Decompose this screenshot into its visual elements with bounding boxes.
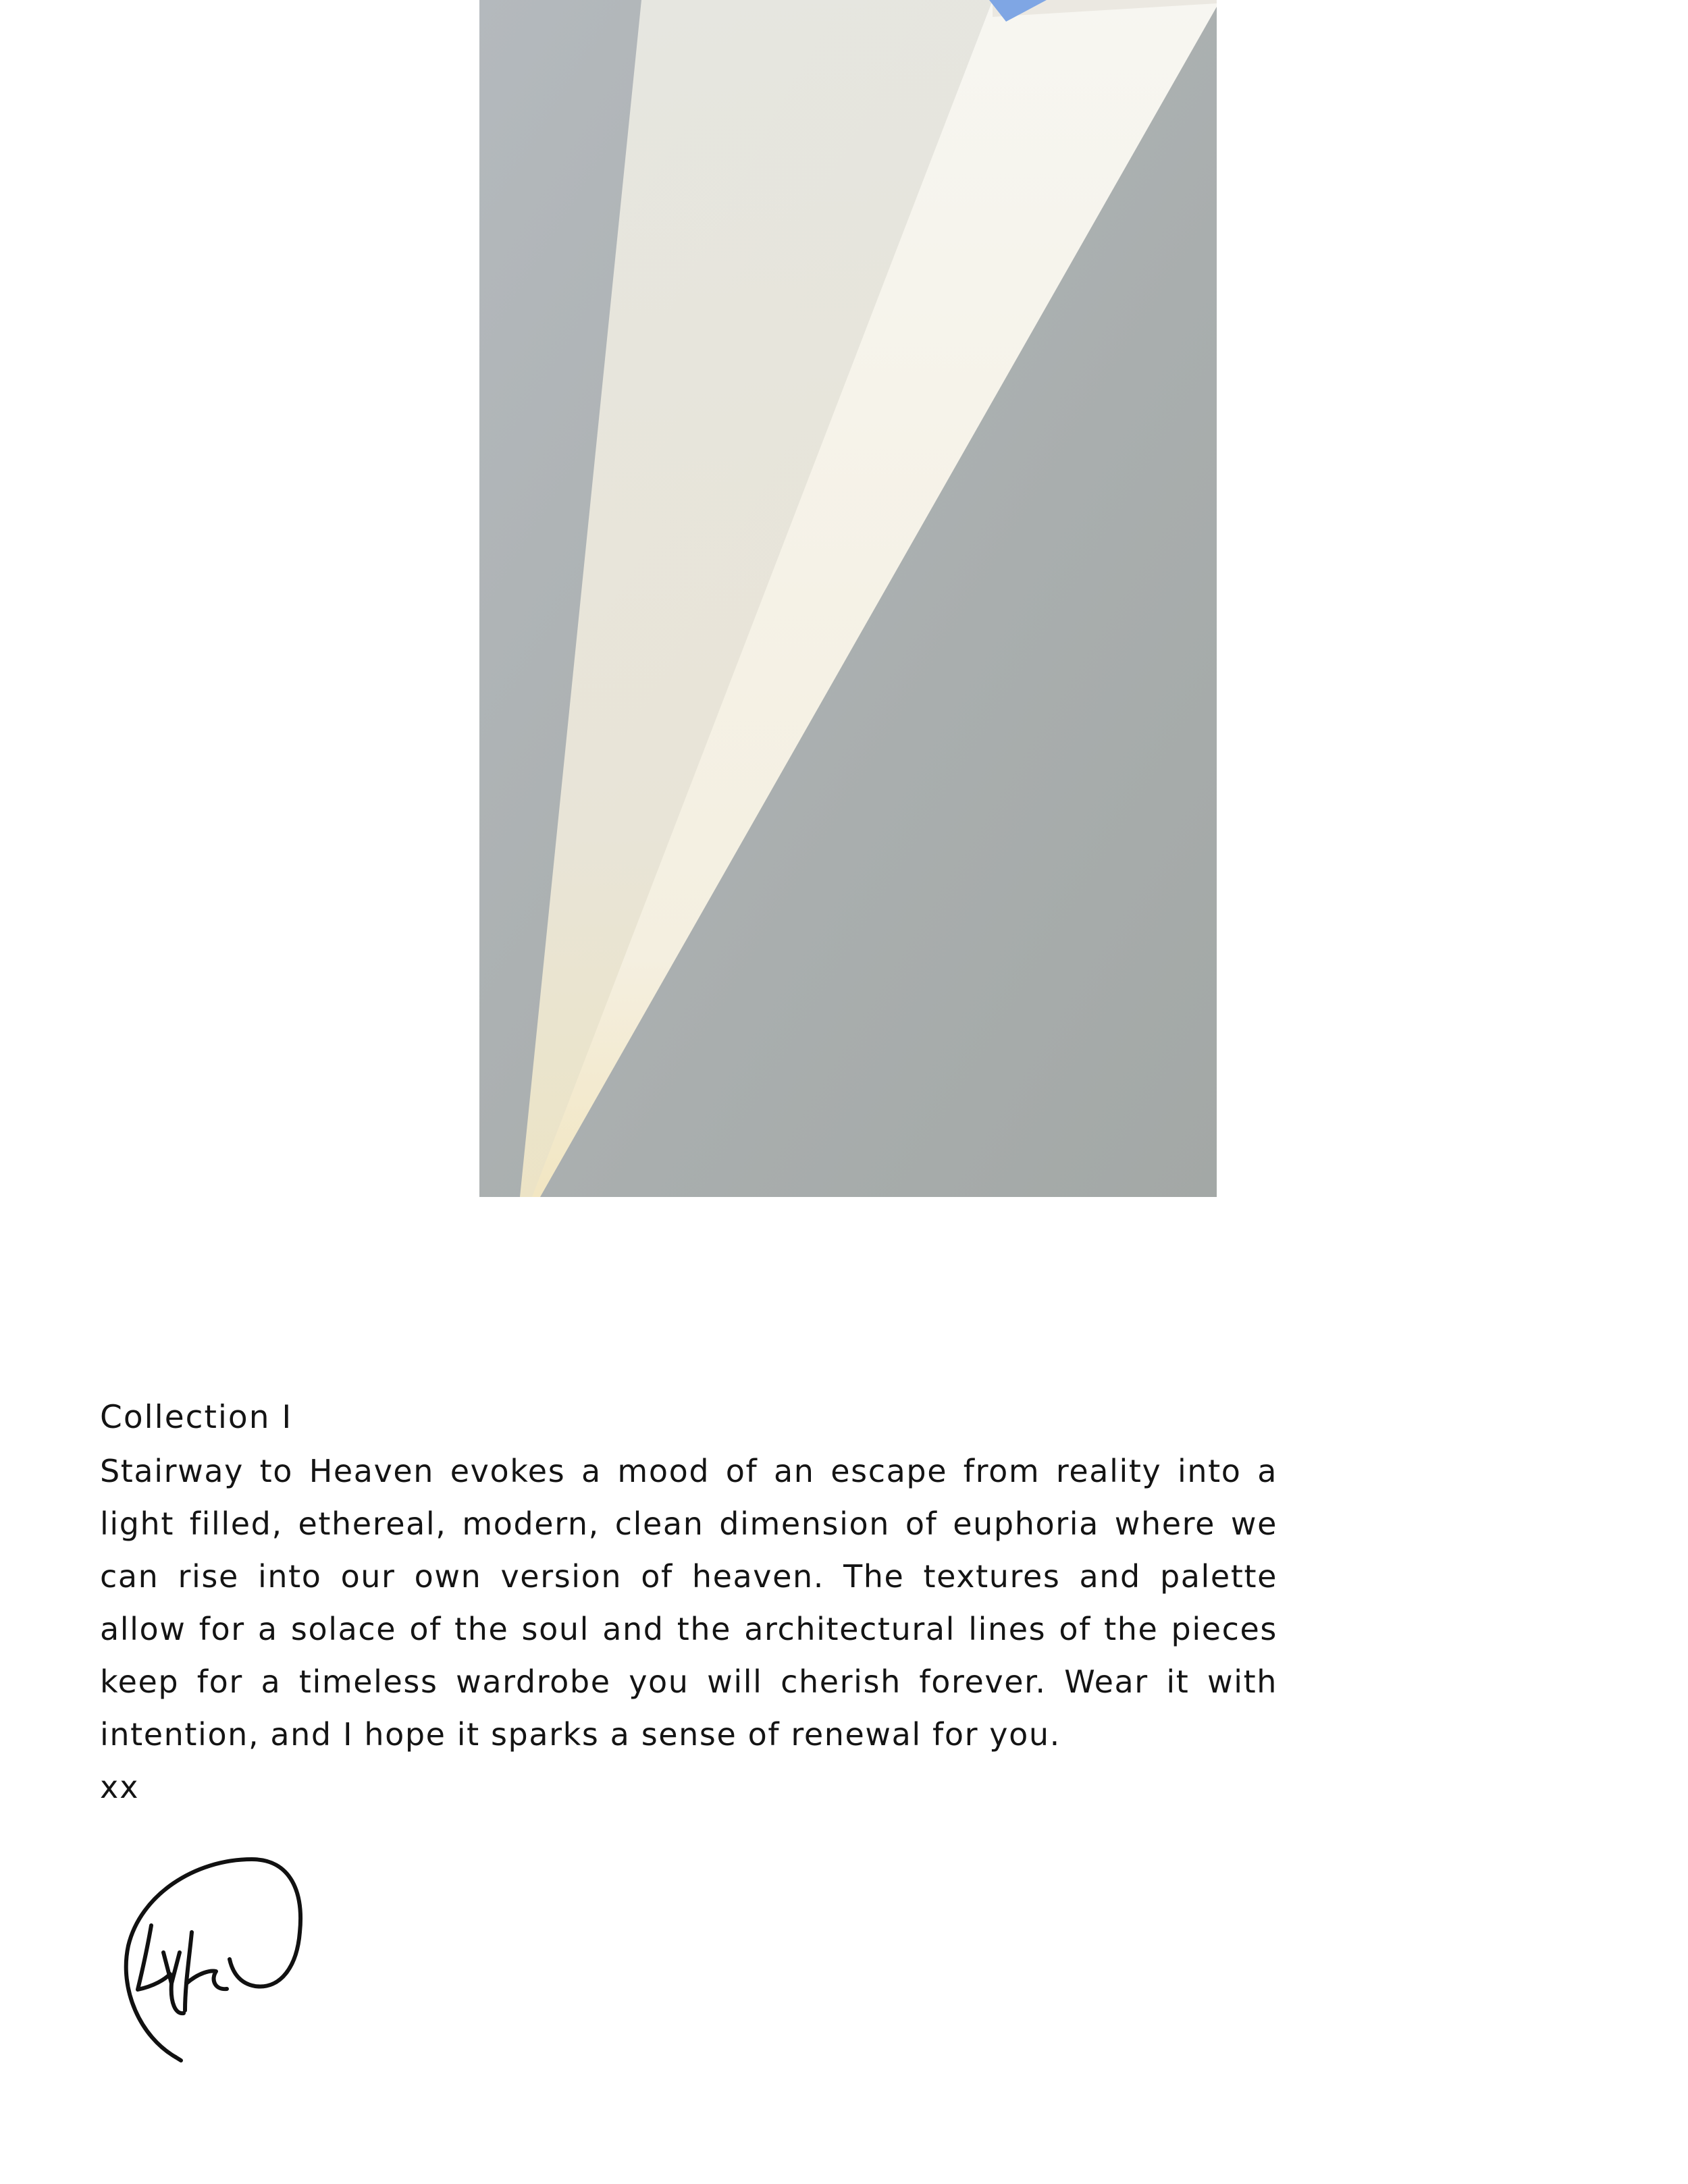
collection-description: Stairway to Heaven evokes a mood of an escape from reality into a light filled, ethereal, modern, clean dimension of euphoria where we can rise into our own version of heaven. The textures and palette allow for a solace of the soul and the architectural lines of the pieces keep for a timeless wardrobe you will cherish forever. Wear it with intention, and I hope it sparks a sense of renewal for you. [100, 1453, 1277, 1753]
collection-title: Collection I [100, 1399, 293, 1436]
light-beam-illustration [479, 0, 1217, 1197]
hero-photo [479, 0, 1217, 1197]
signoff: xx [100, 1769, 140, 1805]
handwritten-signature-icon [113, 1851, 309, 2067]
collection-text [100, 1391, 1277, 1813]
